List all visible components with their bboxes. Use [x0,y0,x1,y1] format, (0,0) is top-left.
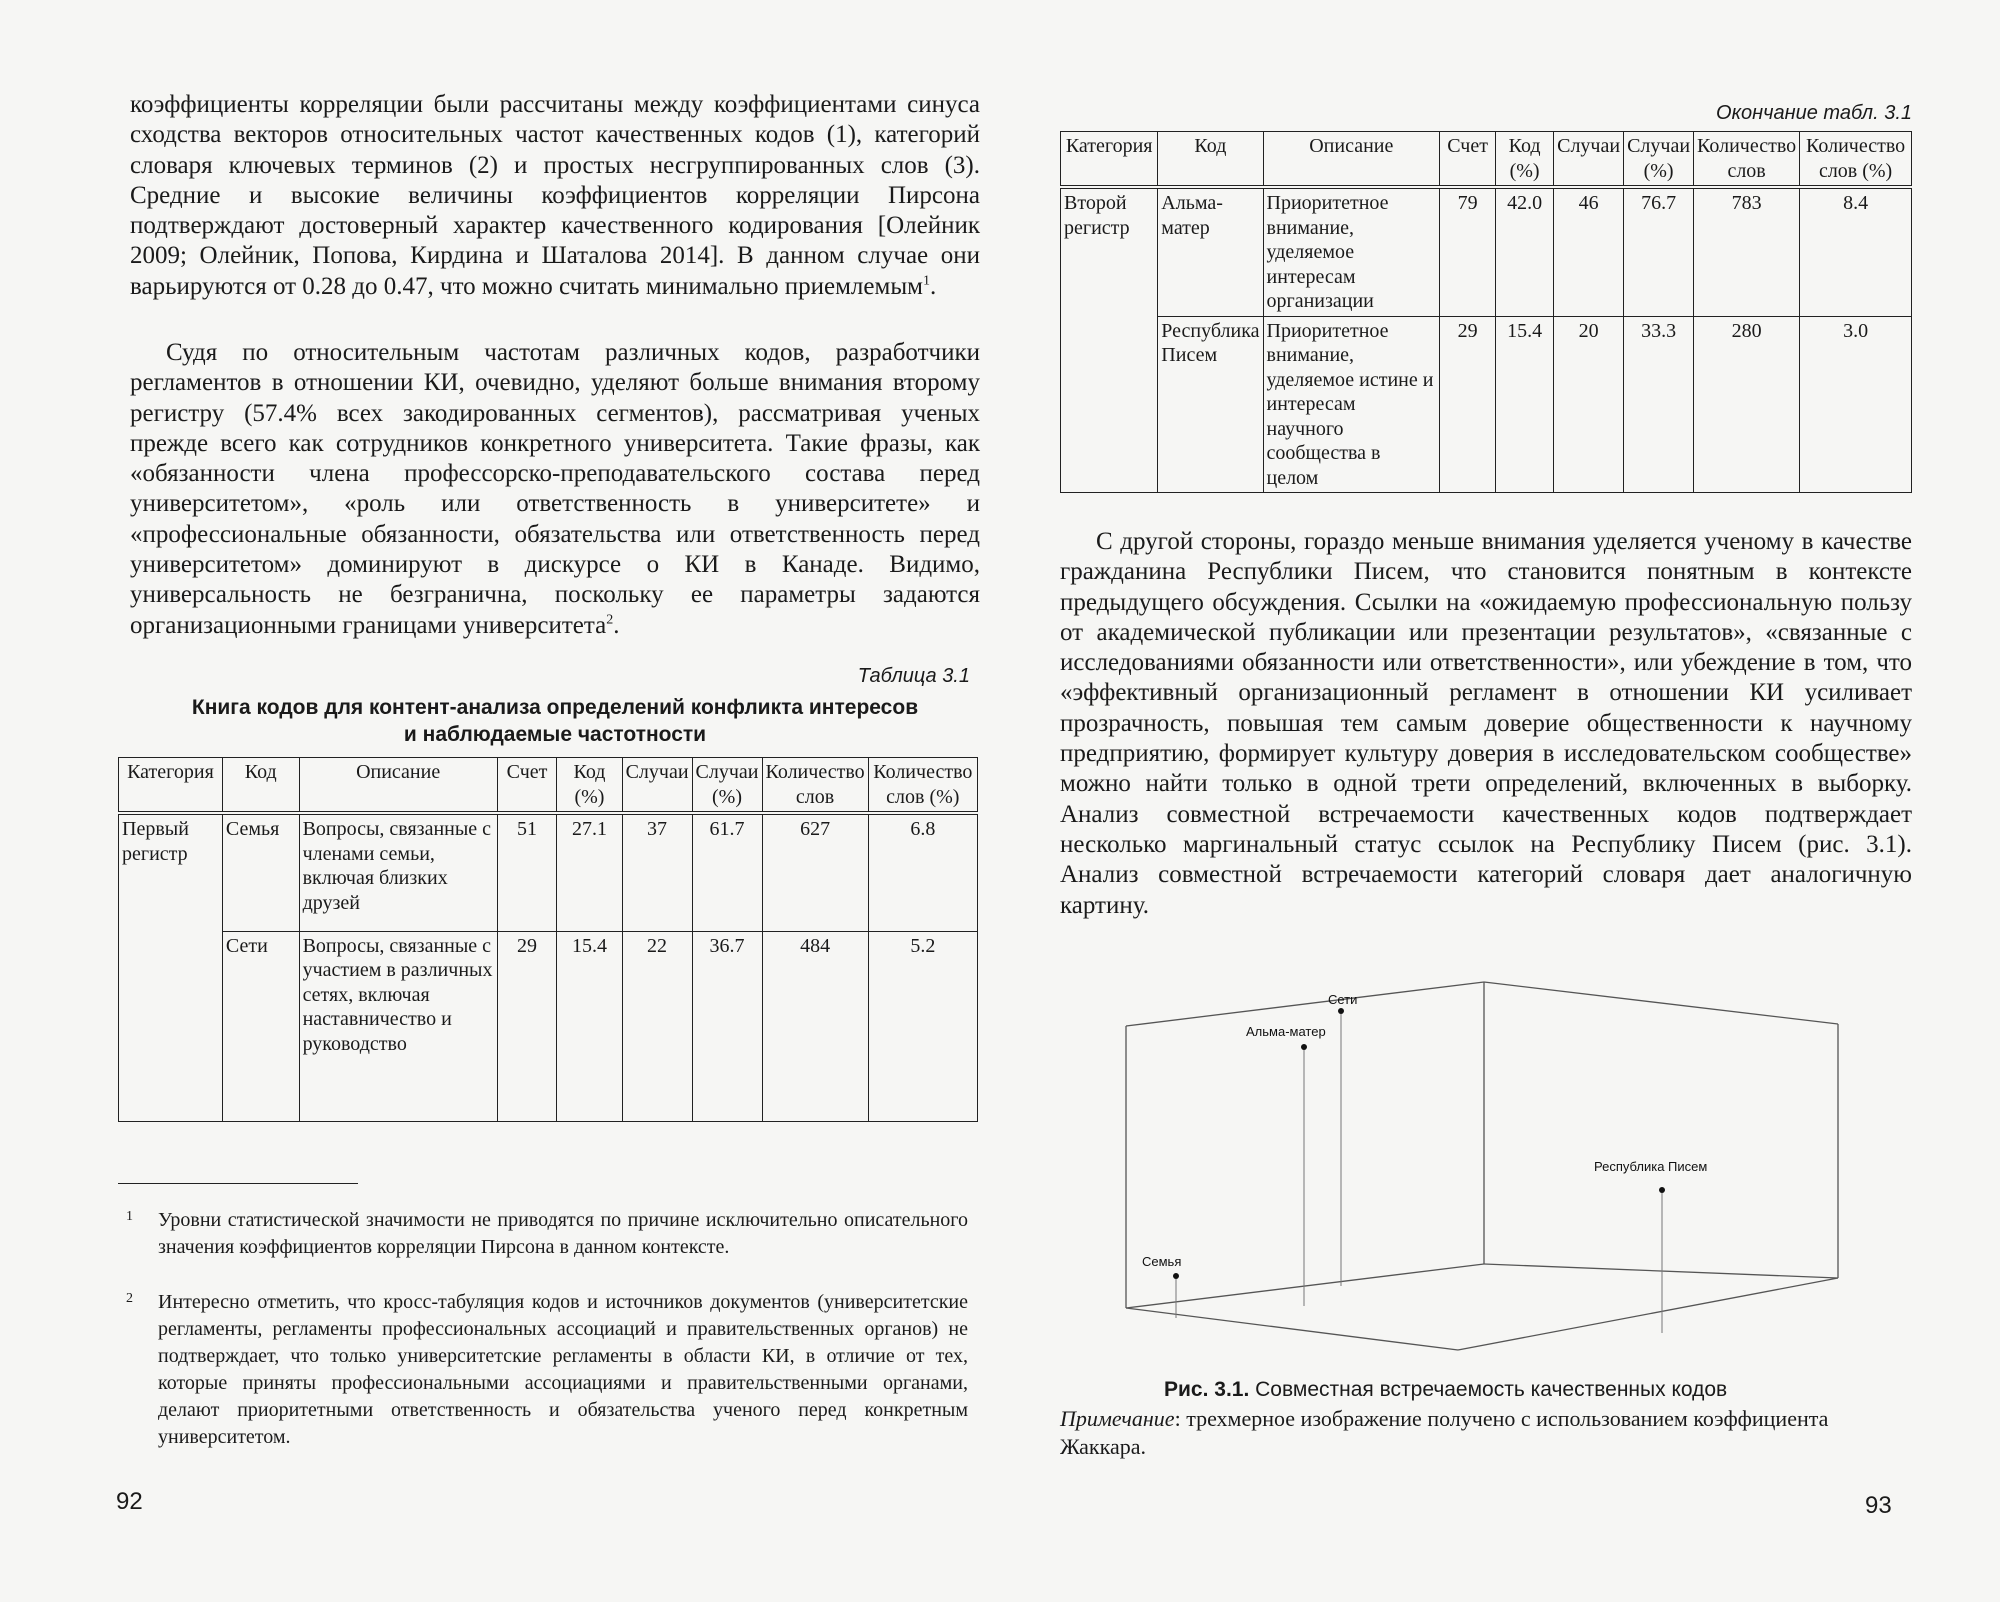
footnote-mark: 2 [126,1291,133,1306]
point-networks [1338,1008,1344,1014]
header-cases-pct: Случаи (%) [1624,132,1694,188]
page-number: 92 [116,1488,143,1515]
table-row [1061,316,1912,493]
right-page [1000,0,2000,1602]
header-code-pct: Код (%) [1496,132,1554,188]
header-cases: Случаи [622,758,692,814]
table-title-line-2: и наблюдаемые частотности [403,723,707,746]
left-paragraph-2: Судя по относительным частотам различных кодов, разработчики регламентов в отношении КИ, очевидно, уделяют больше внимания второму регистру (57.4% всех закодированных сегментов), рассматривая ученых прежде всего как сотрудников конкретного университета. Такие фразы, как «обязанности члена профессорско-преподавательского состава перед университетом», «роль или ответственность в университете» и «профессиональные обязанности, обязательства или ответственность перед университетом» доминируют в дискурсе о КИ в Канаде. Видимо, универсальность не безгранична, поскольку ее параметры задаются организационными границами университета$^2$. [130,339,980,639]
box-edge [1458,1278,1838,1350]
table-row [1061,187,1912,316]
header-words-pct: Количество слов (%) [868,758,977,814]
header-count: Счет [1440,132,1496,188]
page-number: 93 [1865,1492,1892,1519]
header-words: Количество слов [1694,132,1800,188]
header-words-pct: Количество слов (%) [1800,132,1912,188]
row-code: Республика Писем [1158,316,1263,493]
label-networks: Сети [1328,992,1358,1007]
row-cases-pct: 33.3 [1624,316,1694,493]
cooccurrence-3d-figure [1060,980,1900,1355]
codes-table-part-1 [118,757,978,1122]
row-description: Приоритетное внимание, уделяемое истине и интересам научного сообщества в целом [1263,316,1440,493]
row-count: 29 [497,931,557,1121]
row-description: Приоритетное внимание, уделяемое интересам организации [1263,187,1440,316]
row-cases-pct: 36.7 [692,931,762,1121]
row-cases: 22 [622,931,692,1121]
row-count: 29 [1440,316,1496,493]
row-cases-pct: 61.7 [692,813,762,931]
row-code: Сети [222,931,299,1121]
header-description: Описание [299,758,497,814]
row-cases-pct: 76.7 [1624,187,1694,316]
row-words-pct: 3.0 [1800,316,1912,493]
row-code: Альма-матер [1158,187,1263,316]
footnote-2 [126,1289,968,1451]
header-code: Код [222,758,299,814]
footnote-separator [118,1183,358,1184]
header-description: Описание [1263,132,1440,188]
row-words: 484 [762,931,868,1121]
row-words: 280 [1694,316,1800,493]
figure-note: Примечание: трехмерное изображение получено с использованием коэффициента Жаккара. [1060,1406,1829,1459]
row-count: 79 [1440,187,1496,316]
table-header-row [1061,132,1912,188]
row-words-pct: 5.2 [868,931,977,1121]
table-title-line-1: Книга кодов для контент-анализа определений конфликта интересов [191,696,919,719]
row-count: 51 [497,813,557,931]
table-header-row [119,758,978,814]
row-code-pct: 15.4 [1496,316,1554,493]
right-paragraph: С другой стороны, гораздо меньше внимания уделяется ученому в качестве гражданина Республики Писем, что становится понятным в контексте предыдущего обсуждения. Ссылки на «ожидаемую профессиональную пользу от академической публикации или презентации результатов», «связанные с исследованиями обязанности или ответственности», или убеждение в том, что «эффективный организационный регламент в отношении КИ усиливает прозрачность, повышая тем самым доверие общественности к научному предприятию, формирует культуру доверия в исследовательском сообществе» можно найти только в одной трети определений, включенных в выборку. Анализ совместной встречаемости качественных кодов подтверждает несколько маргинальный статус ссылок на Республику Писем (рис. 3.1). Анализ совместной встречаемости категорий словаря дает аналогичную картину. [1060,528,1912,919]
row-words: 783 [1694,187,1800,316]
header-code: Код [1158,132,1263,188]
header-category: Категория [1061,132,1158,188]
row-description: Вопросы, связанные с участием в различных сетях, включая наставничество и руководство [299,931,497,1121]
label-alma-mater: Альма-матер [1246,1024,1326,1039]
table-row [119,931,978,1121]
row-words-pct: 8.4 [1800,187,1912,316]
row-description: Вопросы, связанные с членами семьи, включая близких друзей [299,813,497,931]
figure-caption: Рис. 3.1. Совместная встречаемость качественных кодов [1164,1378,1728,1401]
row-category: Первый регистр [119,813,223,1121]
point-republic [1659,1187,1665,1193]
row-code-pct: 42.0 [1496,187,1554,316]
row-words: 627 [762,813,868,931]
row-code: Семья [222,813,299,931]
box-edge [1484,982,1838,1024]
header-code-pct: Код (%) [557,758,622,814]
footnote-mark: 1 [126,1209,133,1224]
row-code-pct: 15.4 [557,931,622,1121]
box-edge [1126,982,1484,1026]
header-cases: Случаи [1554,132,1624,188]
row-cases: 20 [1554,316,1624,493]
table-title [130,694,980,748]
point-alma-mater [1301,1044,1307,1050]
footnote-text: Уровни статистической значимости не приводятся по причине исключительно описательного значения коэффициентов корреляции Пирсона в данном контексте. [158,1209,968,1258]
label-republic: Республика Писем [1594,1159,1708,1174]
row-code-pct: 27.1 [557,813,622,931]
row-cases: 37 [622,813,692,931]
label-family: Семья [1142,1254,1182,1269]
box-edge [1484,1264,1838,1278]
left-paragraph-1: коэффициенты корреляции были рассчитаны между коэффициентами синуса сходства векторов относительных частот качественных кодов (1), категорий словаря ключевых терминов (2) и простых несгруппированных слов (3). Средние и высокие величины коэффициентов корреляции Пирсона подтверждают достоверный характер качественного кодирования [Олейник 2009; Олейник, Попова, Кирдина и Шаталова 2014]. В данном случае они варьируются от 0.28 до 0.47, что можно считать минимально приемлемым$^1$. [130,91,980,300]
header-count: Счет [497,758,557,814]
table-continuation-label: Окончание табл. 3.1 [1716,102,1912,124]
footnote-1 [126,1207,968,1261]
row-cases: 46 [1554,187,1624,316]
header-category: Категория [119,758,223,814]
header-cases-pct: Случаи (%) [692,758,762,814]
box-edge [1126,1264,1484,1308]
row-words-pct: 6.8 [868,813,977,931]
header-words: Количество слов [762,758,868,814]
footnote-text: Интересно отметить, что кросс-табуляция кодов и источников документов (университетские регламенты, регламенты профессиональных ассоциаций и правительственных органов) не подтверждает, что только университетские регламенты в области КИ, в отличие от тех, которые приняты профессиональными ассоциациями и правительственными органами, делают приоритетными ответственность и обязательства ученого перед конкретным университетом. [158,1291,968,1448]
codes-table-part-2 [1060,131,1912,493]
row-category: Второй регистр [1061,187,1158,493]
table-row [119,813,978,931]
point-family [1173,1273,1179,1279]
table-label: Таблица 3.1 [857,665,970,687]
